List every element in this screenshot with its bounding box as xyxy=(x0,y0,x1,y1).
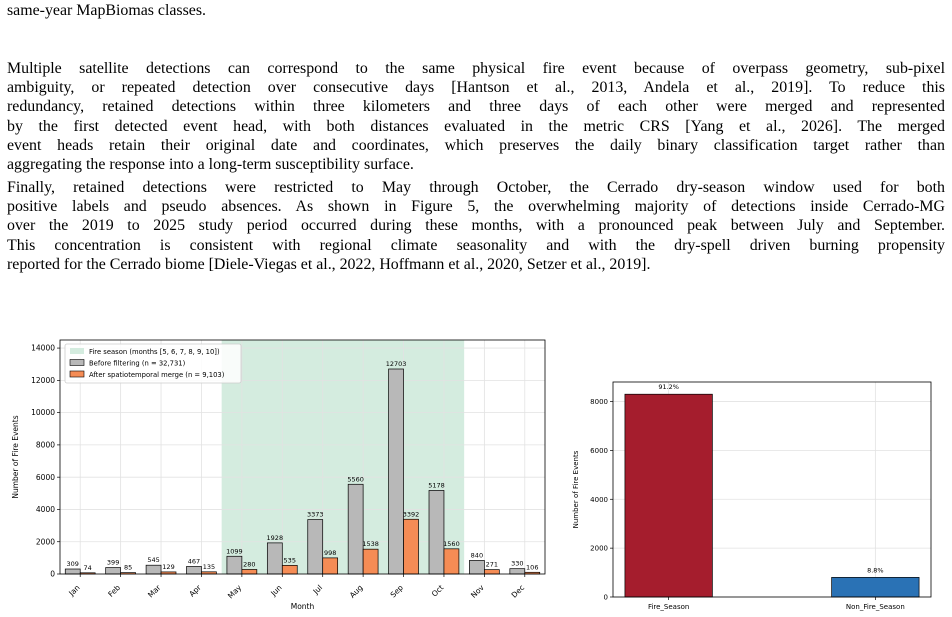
data-label: 330 xyxy=(511,559,524,568)
data-label: 1538 xyxy=(362,540,379,549)
y-tick-label: 8000 xyxy=(35,440,55,450)
data-label: 1099 xyxy=(226,547,243,556)
paragraph-merging-line: event heads retain their original date and coordinates, which preserves the daily binary classification target rather than xyxy=(7,136,945,154)
paragraph-season-line: This concentration is consistent with regional climate seasonality and with the dry-spell driven burning propensity xyxy=(7,236,945,254)
y-tick-label: 0 xyxy=(603,593,608,602)
data-label: 3392 xyxy=(402,510,420,519)
data-label: 535 xyxy=(283,556,296,565)
legend-swatch xyxy=(70,371,84,377)
y-tick-label: 2000 xyxy=(590,544,608,553)
bar-fire-season xyxy=(625,394,712,597)
y-tick-label: 0 xyxy=(50,569,55,579)
bar-before-oct xyxy=(429,490,444,574)
paragraph-merging-line: Multiple satellite detections can correspond to the same physical fire event because of overpass geometry, sub-pixel xyxy=(7,60,945,77)
x-tick-label: Fire_Season xyxy=(647,603,690,611)
season-fire-events-chart xyxy=(565,336,945,616)
paragraph-season-line: Finally, retained detections were restricted to May through October, the Cerrado dry-season window used for both xyxy=(7,179,945,196)
data-label: 399 xyxy=(106,558,120,567)
x-tick-label: Oct xyxy=(429,583,446,599)
x-tick-label: Sep xyxy=(388,583,405,600)
data-label: 467 xyxy=(187,557,201,566)
y-axis-label: Number of Fire Events xyxy=(572,450,580,529)
data-label: 280 xyxy=(243,560,256,569)
data-label: 85 xyxy=(123,563,133,572)
x-tick-label: Apr xyxy=(187,583,203,599)
bar-non-fire-season xyxy=(832,577,919,597)
bar-after-oct xyxy=(444,549,459,574)
y-tick-label: 4000 xyxy=(35,505,55,515)
bar-before-jan xyxy=(65,569,80,574)
paragraph-season-line: over the 2019 to 2025 study period occurred during these months, with a pronounced peak between July and September. xyxy=(7,217,945,235)
paragraph-season-line: positive labels and pseudo absences. As shown in Figure 5, the overwhelming majority of detections inside Cerrado-MG xyxy=(7,198,945,216)
data-label: 106 xyxy=(526,563,539,572)
y-tick-label: 12000 xyxy=(31,375,55,385)
y-tick-label: 4000 xyxy=(590,495,608,504)
paragraph-season-line: reported for the Cerrado biome [Diele-Viegas et al., 2022, Hoffmann et al., 2020, Setzer et al., 2019]. xyxy=(7,255,651,273)
y-tick-label: 2000 xyxy=(35,537,55,547)
x-tick-label: Jun xyxy=(269,583,284,598)
data-label: 12703 xyxy=(385,359,407,368)
bar-after-nov xyxy=(484,570,499,574)
paragraph-merging xyxy=(7,59,945,174)
x-tick-label: Mar xyxy=(146,583,163,600)
data-label: 135 xyxy=(202,562,216,571)
x-tick-label: Aug xyxy=(347,583,365,600)
data-label: 309 xyxy=(66,560,79,569)
paragraph-season xyxy=(7,178,945,274)
data-label: 840 xyxy=(470,551,484,560)
bar-after-aug xyxy=(363,549,378,574)
fire-season-shading xyxy=(222,340,465,574)
data-label: 545 xyxy=(147,556,160,565)
bar-before-jul xyxy=(308,520,323,574)
bar-before-dec xyxy=(510,569,525,574)
legend-label: Fire season (months [5, 6, 7, 8, 9, 10]) xyxy=(89,347,220,356)
bar-after-may xyxy=(242,569,257,574)
x-tick-label: May xyxy=(225,583,244,601)
y-axis-label: Number of Fire Events xyxy=(11,415,20,499)
y-tick-label: 14000 xyxy=(31,343,55,353)
bar-before-apr xyxy=(187,566,202,574)
x-tick-label: Jan xyxy=(67,583,82,598)
bar-after-jul xyxy=(323,558,338,574)
x-tick-label: Jul xyxy=(311,583,325,596)
legend-swatch xyxy=(70,348,84,354)
data-label: 129 xyxy=(162,562,175,571)
data-label: 5560 xyxy=(347,475,364,484)
bar-before-aug xyxy=(348,484,363,574)
data-label: 998 xyxy=(323,548,337,557)
monthly-fire-events-chart xyxy=(8,336,548,616)
x-axis-label: Month xyxy=(290,602,315,611)
data-label: 5178 xyxy=(428,481,445,490)
y-tick-label: 6000 xyxy=(590,446,608,455)
y-tick-label: 8000 xyxy=(590,398,608,407)
bar-before-may xyxy=(227,556,242,574)
paragraph-merging-line: redundancy, retained detections within three kilometers and three days of each other were merged and represented xyxy=(7,98,945,116)
x-tick-label: Non_Fire_Season xyxy=(845,603,905,611)
data-label: 3373 xyxy=(306,510,324,519)
legend-swatch xyxy=(70,360,84,366)
y-tick-label: 6000 xyxy=(35,472,55,482)
bar-before-mar xyxy=(146,565,161,574)
x-tick-label: Nov xyxy=(469,583,486,600)
data-label: 91.2% xyxy=(658,383,679,392)
x-tick-label: Dec xyxy=(509,583,527,600)
top-fragment: same-year MapBiomas classes. xyxy=(7,2,207,19)
legend-label: Before filtering (n = 32,731) xyxy=(89,359,186,368)
bar-after-sep xyxy=(404,519,419,574)
data-label: 8.8% xyxy=(867,566,884,575)
bar-before-nov xyxy=(469,560,484,574)
bar-before-feb xyxy=(106,568,121,574)
data-label: 1928 xyxy=(266,533,284,542)
bar-before-jun xyxy=(267,543,282,574)
legend xyxy=(65,344,241,383)
data-label: 271 xyxy=(485,560,499,569)
data-label: 74 xyxy=(83,563,92,572)
paragraph-merging-line: by the first detected event head, with both distances evaluated in the metric CRS [Yang et al., 2026]. The merged xyxy=(7,117,945,135)
data-label: 1560 xyxy=(443,539,460,548)
bar-before-sep xyxy=(389,369,404,574)
y-tick-label: 10000 xyxy=(31,408,55,418)
legend-label: After spatiotemporal merge (n = 9,103) xyxy=(89,370,225,379)
bar-after-jun xyxy=(282,565,297,574)
paragraph-merging-line: aggregating the response into a long-term susceptibility surface. xyxy=(7,156,414,174)
x-tick-label: Feb xyxy=(106,583,123,599)
paragraph-merging-line: ambiguity, or repeated detection over consecutive days [Hantson et al., 2013, Andela et al., 2019]. To reduce this xyxy=(7,79,945,97)
